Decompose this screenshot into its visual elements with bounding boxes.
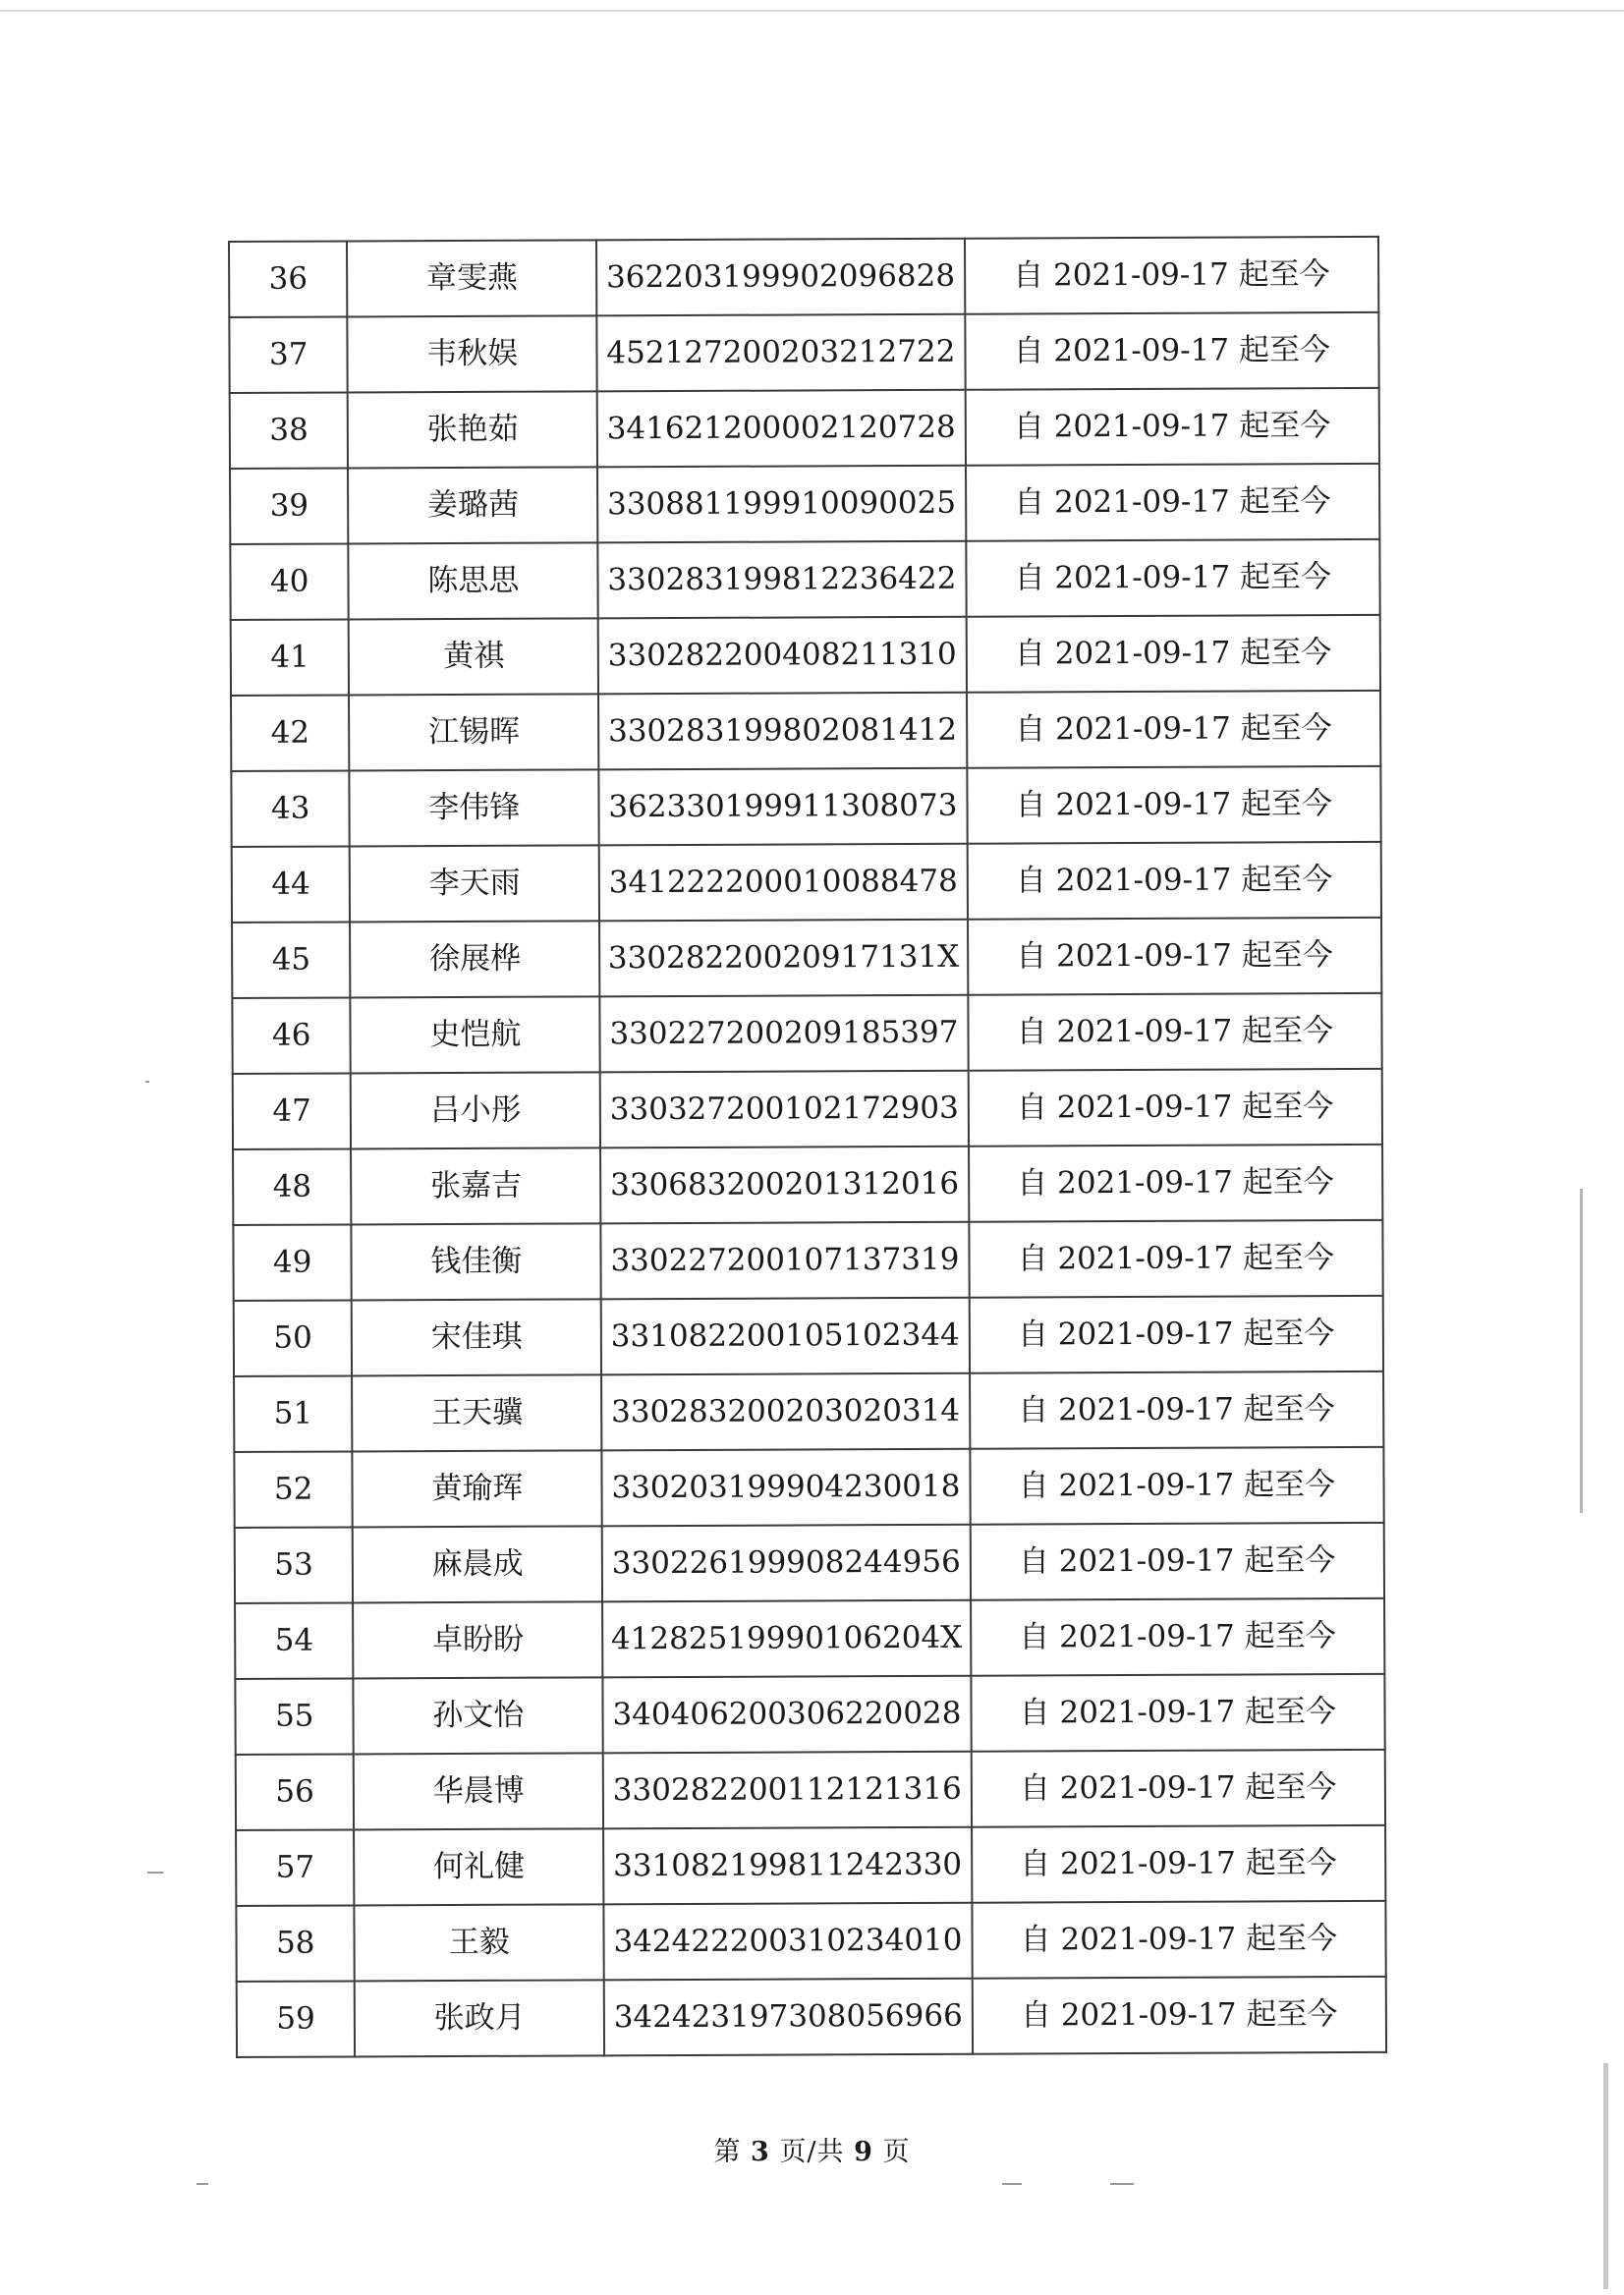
id-number-cell: 330282200408211310: [598, 617, 967, 695]
footer-prefix: 第: [713, 2137, 742, 2167]
row-number-cell: 40: [230, 543, 349, 620]
row-number-cell: 44: [232, 846, 351, 923]
id-number-cell: 342423197308056966: [604, 1979, 973, 2056]
row-number-cell: 56: [236, 1754, 355, 1830]
name-cell: 张嘉吉: [351, 1148, 600, 1224]
id-number-cell: 330203199904230018: [602, 1449, 971, 1527]
name-cell: 黄祺: [349, 618, 598, 695]
id-number-cell: 41282519990106204X: [602, 1600, 971, 1678]
footer-total-pages: 9: [854, 2137, 873, 2167]
period-cell: 自 2021-09-17 起至今: [966, 464, 1380, 541]
table-row: [234, 1371, 1383, 1452]
name-cell: 李伟锋: [350, 769, 599, 846]
name-cell: 张政月: [355, 1980, 604, 2056]
table-row: [237, 1977, 1386, 2057]
table-row: [232, 918, 1381, 998]
id-number-cell: 362203199902096828: [596, 239, 965, 316]
table-row: [229, 312, 1378, 393]
id-number-cell: 331082200105102344: [601, 1298, 970, 1375]
row-number-cell: 53: [235, 1527, 354, 1603]
scan-artifact: [145, 1081, 149, 1083]
footer-suffix: 页: [882, 2137, 911, 2167]
id-number-cell: 330683200201312016: [600, 1147, 969, 1224]
row-number-cell: 48: [233, 1148, 352, 1225]
id-number-cell: 330227200107137319: [601, 1222, 970, 1300]
period-cell: 自 2021-09-17 起至今: [971, 1750, 1385, 1827]
name-cell: 王天骥: [352, 1374, 601, 1451]
period-cell: 自 2021-09-17 起至今: [970, 1447, 1384, 1525]
row-number-cell: 47: [233, 1073, 352, 1149]
table-row: [233, 1145, 1382, 1225]
name-cell: 张艳茹: [348, 391, 597, 468]
id-number-cell: 330283200203020314: [601, 1373, 970, 1451]
name-cell: 史恺航: [351, 996, 600, 1073]
row-number-cell: 55: [235, 1678, 354, 1755]
table-row: [231, 615, 1380, 696]
row-number-cell: 58: [236, 1905, 355, 1982]
period-cell: 自 2021-09-17 起至今: [967, 766, 1381, 844]
name-cell: 钱佳衡: [352, 1223, 601, 1300]
table-row: [232, 842, 1381, 923]
table-row: [230, 464, 1379, 544]
id-number-cell: 33028220020917131X: [599, 920, 968, 997]
period-cell: 自 2021-09-17 起至今: [968, 1069, 1382, 1147]
id-number-cell: 342422200310234010: [604, 1903, 973, 1981]
scan-artifact: [1603, 2063, 1608, 2289]
roster-table: [228, 236, 1387, 2058]
id-number-cell: 340406200306220028: [603, 1676, 972, 1754]
table-row: [236, 1901, 1385, 1982]
name-cell: 陈思思: [349, 542, 598, 619]
id-number-cell: 452127200203212722: [597, 314, 966, 392]
period-cell: 自 2021-09-17 起至今: [968, 918, 1382, 995]
scan-top-edge: [0, 10, 1624, 12]
table-row: [230, 539, 1379, 620]
name-cell: 章雯燕: [347, 240, 596, 316]
row-number-cell: 59: [237, 1981, 356, 2057]
period-cell: 自 2021-09-17 起至今: [972, 1901, 1386, 1979]
row-number-cell: 39: [230, 468, 349, 544]
id-number-cell: 330327200102172903: [600, 1071, 969, 1148]
table-row: [235, 1523, 1384, 1603]
id-number-cell: 330227200209185397: [600, 995, 969, 1073]
name-cell: 黄瑜珲: [353, 1450, 602, 1527]
table-row: [233, 1220, 1382, 1301]
footer-middle: 页/共: [779, 2137, 845, 2167]
name-cell: 吕小彤: [351, 1072, 600, 1148]
table-row: [230, 388, 1379, 469]
table-row: [231, 766, 1380, 847]
row-number-cell: 36: [229, 241, 348, 317]
period-cell: 自 2021-09-17 起至今: [967, 691, 1381, 768]
id-number-cell: 330226199908244956: [602, 1525, 971, 1602]
row-number-cell: 38: [230, 392, 349, 469]
row-number-cell: 50: [234, 1300, 353, 1376]
period-cell: 自 2021-09-17 起至今: [969, 1145, 1383, 1222]
scan-artifact: [1110, 2183, 1134, 2185]
name-cell: 何礼健: [354, 1828, 603, 1905]
period-cell: 自 2021-09-17 起至今: [965, 312, 1379, 390]
period-cell: 自 2021-09-17 起至今: [966, 615, 1380, 693]
period-cell: 自 2021-09-17 起至今: [971, 1674, 1385, 1752]
name-cell: 卓盼盼: [353, 1601, 602, 1678]
scan-artifact: [1580, 1189, 1583, 1513]
period-cell: 自 2021-09-17 起至今: [969, 1220, 1383, 1298]
period-cell: 自 2021-09-17 起至今: [970, 1523, 1384, 1600]
scan-artifact: [196, 2183, 208, 2185]
id-number-cell: 330282200112121316: [603, 1752, 972, 1829]
row-number-cell: 51: [234, 1375, 353, 1452]
period-cell: 自 2021-09-17 起至今: [968, 993, 1382, 1071]
table-row: [234, 1296, 1383, 1376]
table-row: [229, 237, 1378, 317]
row-number-cell: 43: [231, 770, 350, 847]
period-cell: 自 2021-09-17 起至今: [971, 1598, 1385, 1676]
table-row: [235, 1598, 1384, 1679]
row-number-cell: 57: [236, 1829, 355, 1906]
table-row: [236, 1825, 1385, 1906]
roster-table-body: [229, 237, 1386, 2057]
period-cell: 自 2021-09-17 起至今: [965, 388, 1379, 466]
row-number-cell: 54: [235, 1602, 354, 1679]
period-cell: 自 2021-09-17 起至今: [967, 842, 1381, 920]
row-number-cell: 46: [232, 997, 351, 1074]
period-cell: 自 2021-09-17 起至今: [970, 1371, 1384, 1449]
id-number-cell: 341621200002120728: [597, 390, 966, 468]
name-cell: 韦秋娱: [348, 315, 597, 392]
name-cell: 江锡晖: [349, 694, 598, 770]
period-cell: 自 2021-09-17 起至今: [965, 237, 1379, 314]
table-row: [234, 1447, 1383, 1528]
row-number-cell: 41: [231, 619, 350, 696]
id-number-cell: 341222200010088478: [599, 844, 968, 922]
table-row: [236, 1750, 1385, 1830]
name-cell: 徐展桦: [350, 921, 599, 997]
scan-artifact: [1002, 2183, 1022, 2185]
row-number-cell: 52: [234, 1451, 353, 1528]
table-row: [231, 691, 1380, 771]
id-number-cell: 331082199811242330: [603, 1827, 972, 1905]
row-number-cell: 37: [229, 316, 348, 393]
scan-artifact: [147, 1872, 163, 1874]
name-cell: 姜璐茜: [348, 467, 597, 543]
period-cell: 自 2021-09-17 起至今: [969, 1296, 1383, 1373]
period-cell: 自 2021-09-17 起至今: [972, 1977, 1386, 2054]
name-cell: 李天雨: [350, 845, 599, 922]
id-number-cell: 330283199802081412: [598, 693, 967, 770]
name-cell: 宋佳琪: [352, 1299, 601, 1375]
table-row: [233, 1069, 1382, 1149]
name-cell: 麻晨成: [353, 1526, 602, 1602]
id-number-cell: 330283199812236422: [598, 541, 967, 619]
period-cell: 自 2021-09-17 起至今: [966, 539, 1380, 617]
id-number-cell: 362330199911308073: [599, 768, 968, 846]
row-number-cell: 45: [232, 922, 351, 998]
table-row: [232, 993, 1381, 1074]
row-number-cell: 42: [231, 695, 350, 771]
period-cell: 自 2021-09-17 起至今: [972, 1825, 1386, 1903]
row-number-cell: 49: [233, 1224, 352, 1301]
name-cell: 孙文怡: [354, 1677, 603, 1754]
footer-page-number: 3: [751, 2137, 770, 2167]
page-footer: [0, 2130, 1624, 2168]
table-row: [235, 1674, 1384, 1755]
id-number-cell: 330881199910090025: [597, 466, 966, 543]
name-cell: 王毅: [355, 1904, 604, 1981]
name-cell: 华晨博: [354, 1753, 603, 1829]
